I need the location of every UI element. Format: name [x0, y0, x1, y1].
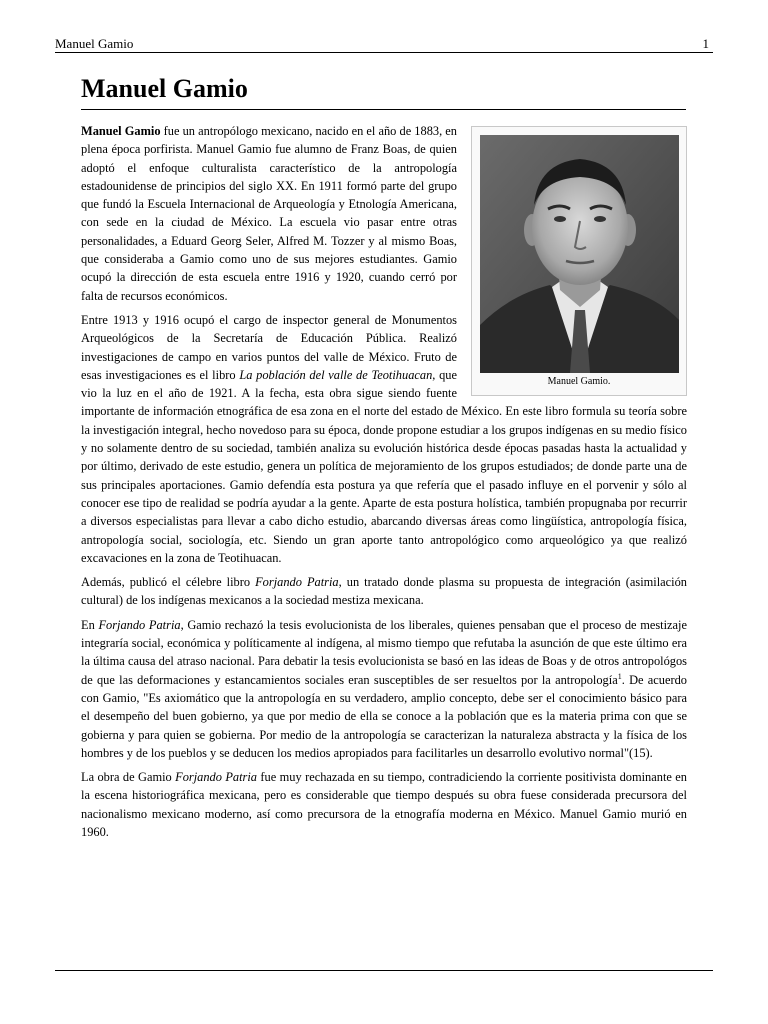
footnote-marker[interactable]: 1	[617, 671, 622, 681]
paragraph-2: Entre 1913 y 1916 ocupó el cargo de inspector general de Monumentos Arqueológicos de la Secretaría de Educación Pública. Realizó investigaciones de campo en varios puntos del valle de México. Fruto de esas investigaciones es el libro La población del valle de Teotihuacan, que vio la luz en el año de 1921. A la fecha, esta obra sigue siendo fuente importante de información etnográfica de esa zona en el norte del estado de México. En este libro formula su teoría sobre la investigación integral, hecho novedoso para su época, donde propone estudiar a los grupos indígenas en su medio físico y no solamente dentro de su sociedad, también analiza su evolución histórica desde épocas pasadas hasta la actualidad y por último, derivado de este estudio, genera un política de mejoramiento de los grupos estudiados; de donde parte una de sus principales aportaciones. Gamio defendía esta postura ya que refería que el pasado influye en el porvenir y sólo al conocer ese tipo de realidad se podría ayudar a la gente. Aparte de esta postura holística, también propugnaba por recurrir a diversos especialistas para llevar a cabo dicho estudio, abarcando diversas áreas como lingüística, antropología física, antropología social, sociología, etc. Siendo un gran aporte tanto antropológico como arqueológico ya que realizó excavaciones en la zona de Teotihuacan.	[81, 312, 687, 565]
book-title-forjando-patria: Forjando Patria	[98, 617, 181, 632]
article-body	[81, 122, 687, 847]
book-title-forjando-patria: Forjando Patria	[175, 770, 258, 785]
paragraph-5: La obra de Gamio Forjando Patria fue muy rechazada en su tiempo, contradiciendo la corriente positivista dominante en la escena historiográfica mexicana, pero es considerable que tiempo después su obra fuese considerada precursora del nacionalismo mexicano moderno, así como precursora de la etnografía moderna en México. Manuel Gamio murió en 1960.	[81, 770, 687, 839]
article-title: Manuel Gamio	[81, 72, 686, 110]
paragraph-3: Además, publicó el célebre libro Forjando Patria, un tratado donde plasma su propuesta de integración (asimilación cultural) de los indígenas mexicanos a la sociedad mestiza mexicana.	[81, 575, 687, 608]
subject-name: Manuel Gamio	[81, 124, 161, 138]
book-title-forjando-patria: Forjando Patria	[255, 575, 339, 590]
running-header	[55, 36, 713, 53]
paragraph-4: En Forjando Patria, Gamio rechazó la tesis evolucionista de los liberales, quienes pensaban que el proceso de mestizaje integraría social, económica y políticamente al indígena, al mismo tiempo que refutaba la asunción de que este último era la última causa del atraso nacional. Para debatir la tesis evolucionista se basó en las ideas de Boas y de otros antropológos de que las deformaciones y estancamientos sociales eran susceptibles de ser resueltos por la antropología$^1$. De acuerdo con Gamio, "Es axiomático que la antropología en su verdadero, amplio concepto, debe ser el conocimiento básico para el desempeño del buen gobierno, ya que por medio de ella se conoce a la población que es la materia prima con que se gobierna y para quien se gobierna. Por medio de la antropología se caracterizan la naturaleza abstracta y la física de los hombres y de los pueblos y se deducen los medios apropiados para facilitarles un desarrollo evolutivo normal"(15).	[81, 617, 688, 760]
paragraph-1: Manuel Gamio fue un antropólogo mexicano, nacido en el año de 1883, en plena época porfirista. Manuel Gamio fue alumno de Franz Boas, de quien adoptó el enfoque culturalista característico de la antropología estadounidense de principios del siglo XX. En 1911 formó parte del grupo que fundó la Escuela Internacional de Arqueología y Etnología Americana, con sede en la ciudad de México. La escuela vio pasar entre otras personalidades, a Eduard Georg Seler, Alfred M. Tozzer y al mismo Boas, que consideraba a Gamio como uno de sus mejores estudiantes. Gamio ocupó la dirección de esta escuela entre 1916 y 1920, cuando cerró por falta de recursos económicos.	[81, 124, 457, 303]
running-title: Manuel Gamio	[55, 36, 134, 51]
book-title-teotihuacan: La población del valle de Teotihuacan	[239, 367, 433, 382]
portrait-figure	[471, 126, 687, 396]
figure-caption: Manuel Gamio.	[547, 376, 611, 387]
footer-rule	[55, 970, 713, 971]
page-number: 1	[702, 36, 709, 51]
portrait-photo	[480, 135, 679, 373]
